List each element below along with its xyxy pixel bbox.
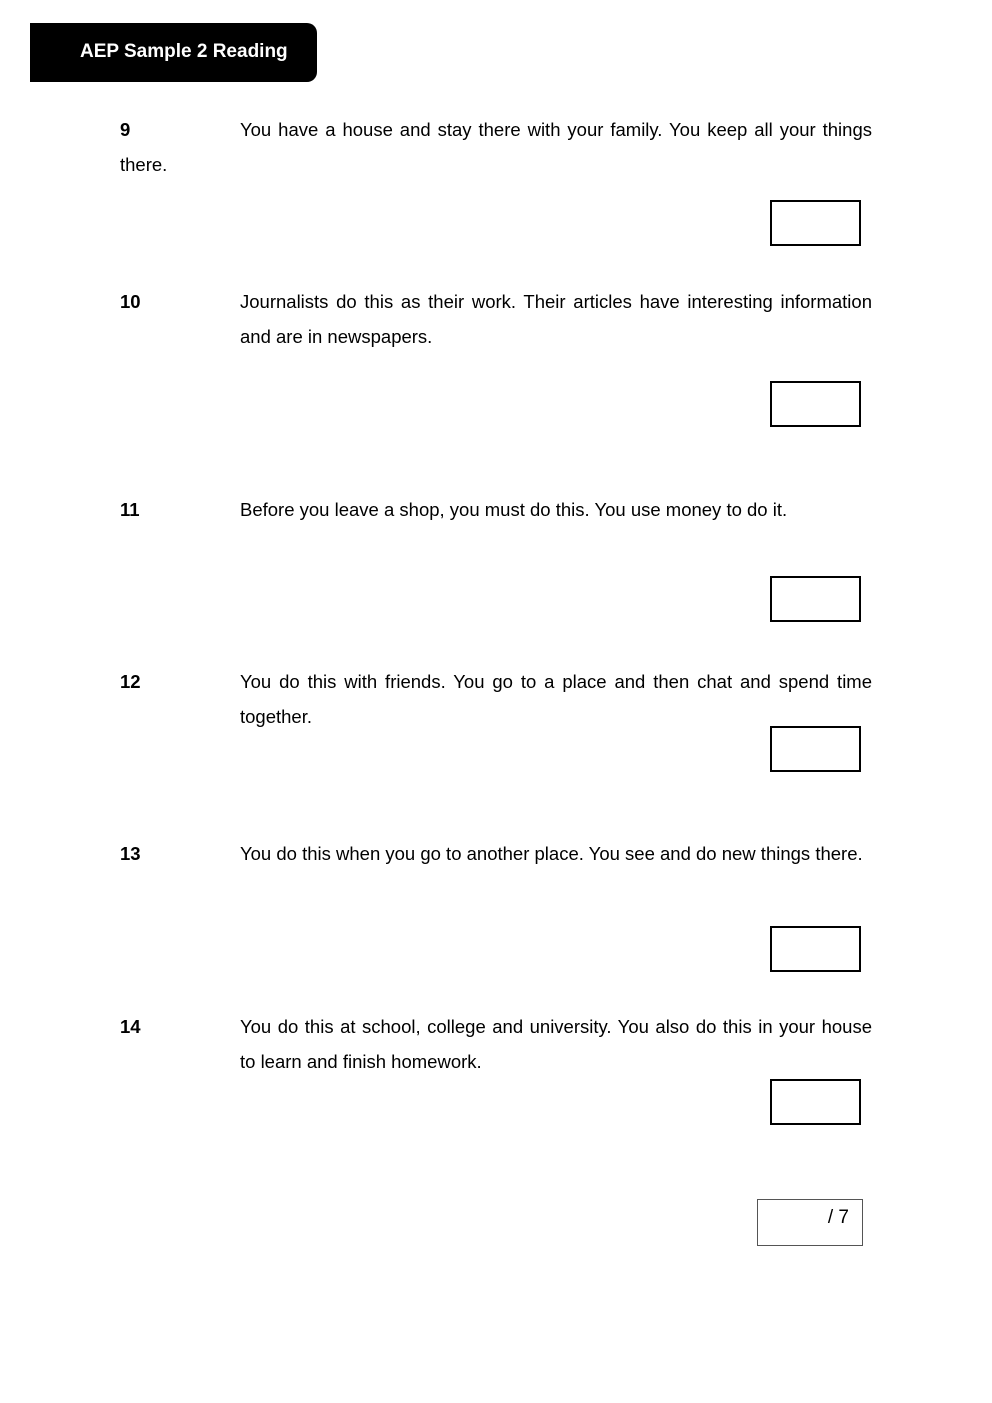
question-10 (120, 285, 872, 354)
question-text: You do this with friends. You go to a place and then chat and spend time together. (240, 671, 872, 727)
question-text: You do this when you go to another place. You see and do new things there. (240, 843, 863, 864)
question-text: You have a house and stay there with your family. You keep all your things there. (120, 119, 872, 175)
question-9 (120, 113, 872, 182)
section-title: AEP Sample 2 Reading (80, 41, 288, 62)
question-12 (120, 665, 872, 734)
question-13 (120, 837, 872, 872)
answer-box-11[interactable] (770, 576, 861, 622)
section-header-tab (30, 23, 317, 82)
answer-box-12[interactable] (770, 726, 861, 772)
question-number: 9 (120, 119, 131, 140)
question-number: 11 (120, 499, 140, 520)
score-box (757, 1199, 863, 1246)
question-number: 10 (120, 291, 141, 312)
question-text: You do this at school, college and university. You also do this in your house to learn and finish homework. (240, 1016, 872, 1072)
answer-box-13[interactable] (770, 926, 861, 972)
question-number: 12 (120, 671, 141, 692)
question-number: 14 (120, 1016, 141, 1037)
answer-box-10[interactable] (770, 381, 861, 427)
question-number: 13 (120, 843, 141, 864)
answer-box-14[interactable] (770, 1079, 861, 1125)
question-text: Journalists do this as their work. Their articles have interesting information and are in newspapers. (240, 291, 872, 347)
question-11 (120, 493, 872, 528)
answer-box-9[interactable] (770, 200, 861, 246)
score-total: / 7 (827, 1207, 849, 1228)
question-text: Before you leave a shop, you must do this. You use money to do it. (240, 499, 788, 520)
question-14 (120, 1010, 872, 1079)
